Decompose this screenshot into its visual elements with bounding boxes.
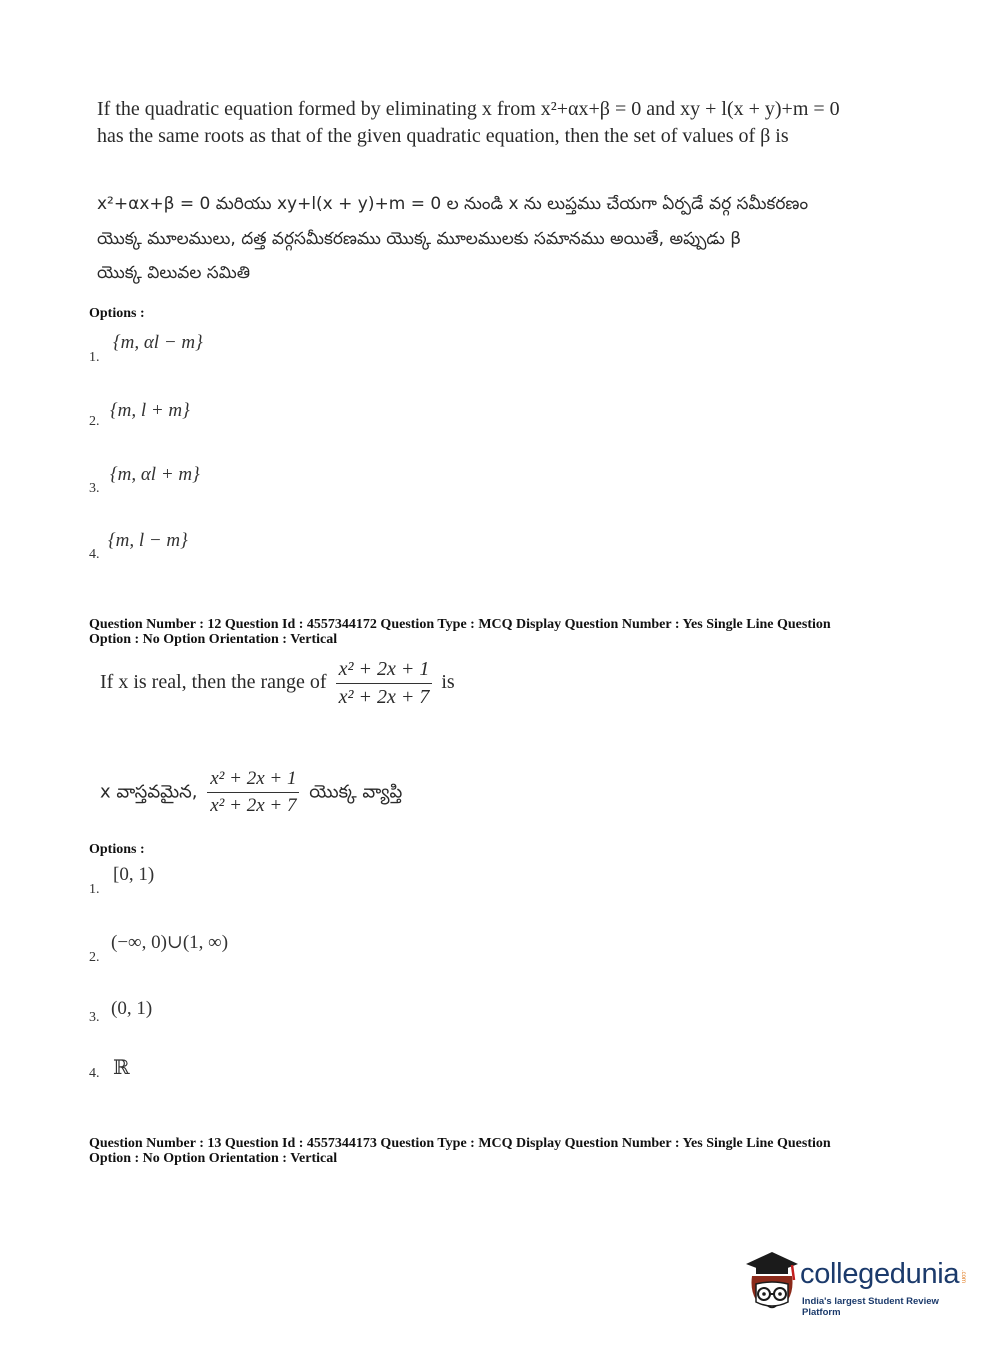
q12-meta-line1: Question Number : 12 Question Id : 4557344172 Question Type : MCQ Display Question Number : Yes Single Line Question (89, 617, 831, 632)
collegedunia-logo (742, 1250, 972, 1320)
q11-option-1[interactable]: {m, αl − m} (113, 332, 203, 353)
q12-option-1[interactable]: [0, 1) (113, 864, 155, 885)
q12-telugu-prefix: x వాస్తవమైన, (100, 781, 198, 803)
q13-meta-line1: Question Number : 13 Question Id : 4557344173 Question Type : MCQ Display Question Number : Yes Single Line Question (89, 1136, 831, 1151)
q12-telugu-question (100, 768, 402, 817)
q12-option-4[interactable]: ℝ (113, 1057, 130, 1079)
q12-english-question (100, 658, 455, 709)
q12-options-label: Options : (89, 842, 145, 857)
q11-telugu-line2: యొక్క మూలములు, దత్త వర్గసమీకరణము యొక్క మూలములకు సమానము అయితే, అప్పుడు β (97, 229, 742, 249)
q13-meta-line2: Option : No Option Orientation : Vertical (89, 1151, 338, 1166)
q11-option-2[interactable]: {m, l + m} (110, 400, 190, 421)
q12-english-suffix: is (441, 671, 455, 694)
q11-option-3[interactable]: {m, αl + m} (110, 464, 200, 485)
q12-option-1-number: 1. (89, 882, 100, 897)
q12-meta-line2: Option : No Option Orientation : Vertical (89, 632, 338, 647)
q12-option-4-number: 4. (89, 1066, 100, 1081)
fraction-denominator: x² + 2x + 7 (210, 795, 297, 816)
fraction-numerator: x² + 2x + 1 (336, 658, 433, 684)
q12-option-2[interactable]: (−∞, 0)∪(1, ∞) (111, 932, 229, 953)
q11-option-2-number: 2. (89, 414, 100, 429)
q12-option-3[interactable]: (0, 1) (111, 998, 153, 1019)
q11-english-line1: If the quadratic equation formed by eliminating x from x²+αx+β = 0 and xy + l(x + y)+m = 0 (97, 98, 840, 120)
q12-telugu-fraction (207, 768, 299, 817)
logo-tagline: India's largest Student Review Platform (802, 1296, 939, 1318)
q12-english-prefix: If x is real, then the range of (100, 671, 327, 694)
q11-option-1-number: 1. (89, 350, 100, 365)
q11-options-label: Options : (89, 306, 145, 321)
q11-option-3-number: 3. (89, 481, 100, 496)
q12-telugu-suffix: యొక్క వ్యాప్తి (309, 781, 403, 803)
fraction-numerator: x² + 2x + 1 (207, 768, 299, 793)
q11-option-4-number: 4. (89, 547, 100, 562)
q11-telugu-line3: యొక్క విలువల సమితి (97, 263, 251, 283)
logo-domain-suffix: .com (960, 1270, 966, 1284)
fraction-denominator: x² + 2x + 7 (338, 686, 430, 708)
logo-brand-name: collegedunia (800, 1258, 960, 1290)
q11-telugu-line1: x²+αx+β = 0 మరియు xy+l(x + y)+m = 0 ల నుండి x ను లుప్తము చేయగా ఏర్పడే వర్గ సమీకరణం (97, 194, 809, 214)
q12-option-3-number: 3. (89, 1010, 100, 1025)
q12-english-fraction (336, 658, 433, 709)
q11-english-line2: has the same roots as that of the given quadratic equation, then the set of values of β is (97, 125, 789, 147)
q11-option-4[interactable]: {m, l − m} (108, 530, 188, 551)
q12-option-2-number: 2. (89, 950, 100, 965)
mascot-icon (742, 1250, 800, 1316)
